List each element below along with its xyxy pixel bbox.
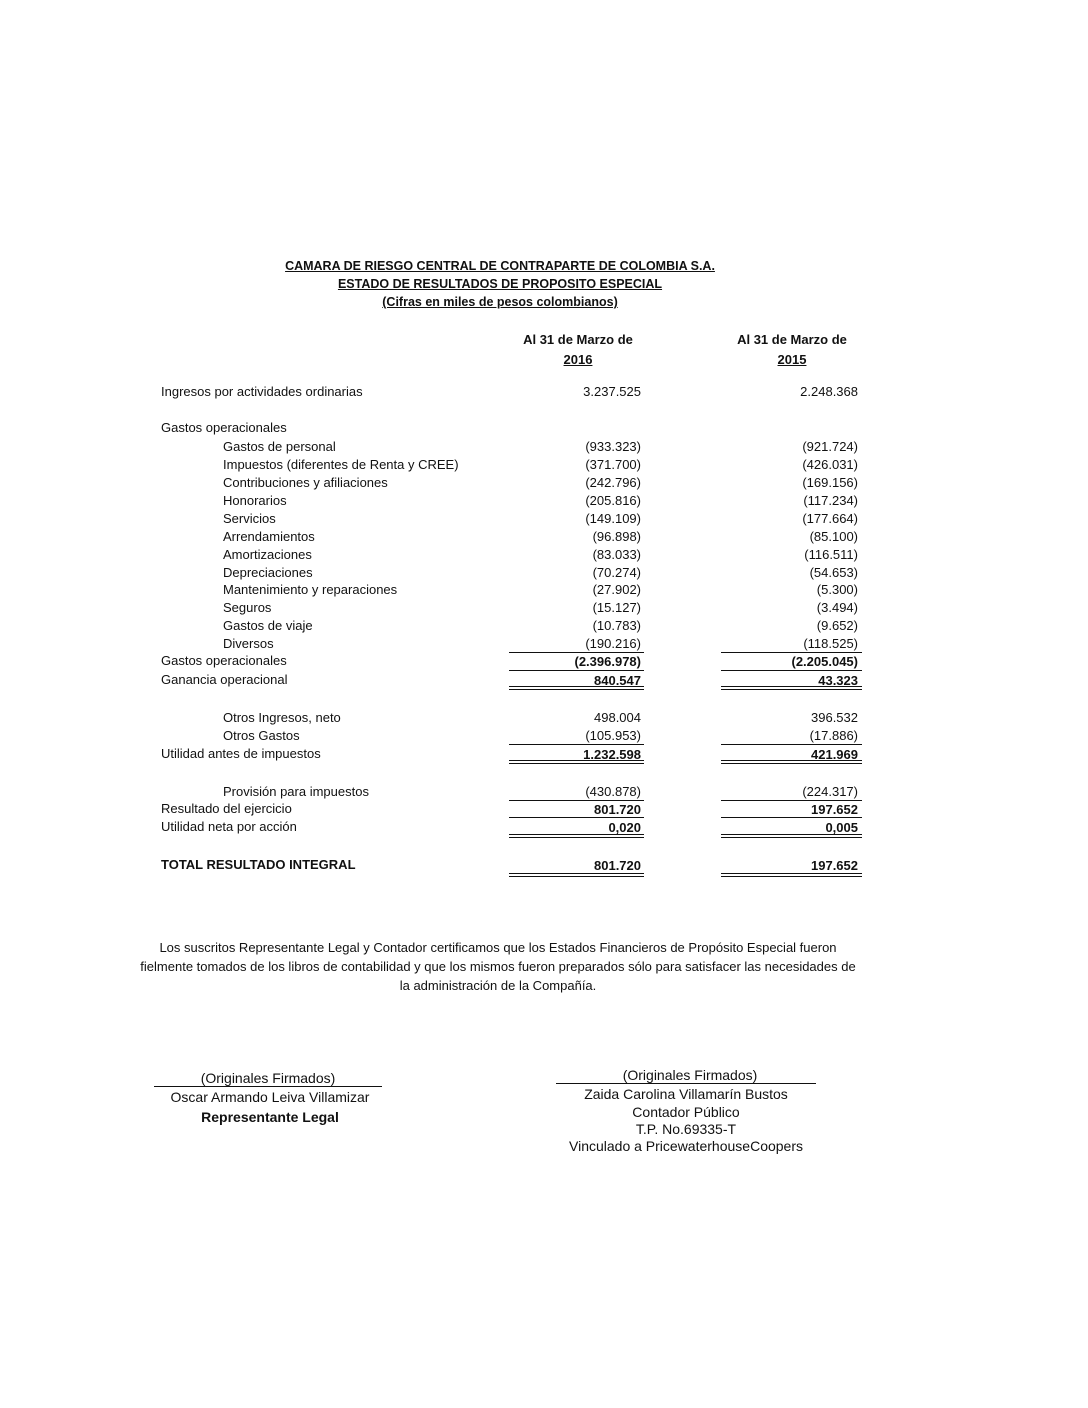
row-label-gasto: Depreciaciones <box>223 565 313 580</box>
value-utilidad-accion-2016: 0,020 <box>608 820 641 835</box>
value-gasto-2016: (242.796) <box>585 475 641 490</box>
signer-license: T.P. No.69335-T <box>635 1121 737 1137</box>
value-gasto-2015: (9.652) <box>816 618 858 633</box>
row-label-gastos-total: Gastos operacionales <box>161 653 287 668</box>
total-double-rule <box>721 686 862 690</box>
row-label-gasto: Honorarios <box>223 493 287 508</box>
value-gasto-2016: (149.109) <box>585 511 641 526</box>
row-label-ingresos: Ingresos por actividades ordinarias <box>161 384 363 399</box>
value-gasto-2016: (83.033) <box>592 547 641 562</box>
row-label-gasto: Gastos de viaje <box>223 618 313 633</box>
value-utilidad-accion-2015: 0,005 <box>825 820 858 835</box>
row-label-gasto: Impuestos (diferentes de Renta y CREE) <box>223 457 459 472</box>
signer-role: Representante Legal <box>201 1109 339 1125</box>
value-provision-2015: (224.317) <box>802 784 858 799</box>
value-ingresos-2015: 2.248.368 <box>800 384 858 399</box>
section-label-gastos: Gastos operacionales <box>161 420 287 435</box>
signature-line <box>154 1086 382 1087</box>
total-double-rule <box>721 873 862 877</box>
row-label-provision: Provisión para impuestos <box>223 784 369 799</box>
row-label-otros-gastos: Otros Gastos <box>223 728 300 743</box>
row-label-utilidad-accion: Utilidad neta por acción <box>161 819 297 834</box>
value-total-2015: 197.652 <box>811 858 858 873</box>
value-utilidad-antes-2016: 1.232.598 <box>583 747 641 762</box>
row-label-gasto: Contribuciones y afiliaciones <box>223 475 388 490</box>
value-gasto-2015: (921.724) <box>802 439 858 454</box>
total-double-rule <box>509 686 644 690</box>
subtotal-rule <box>721 800 862 801</box>
signed-note: (Originales Firmados) <box>622 1067 758 1083</box>
units-note: (Cifras en miles de pesos colombianos) <box>382 295 618 309</box>
row-label-gasto: Seguros <box>223 600 272 615</box>
subtotal-rule <box>721 670 862 671</box>
total-double-rule <box>509 760 644 764</box>
subtotal-rule <box>721 817 862 818</box>
value-otros-ingresos-2016: 498.004 <box>594 710 641 725</box>
row-label-gasto: Mantenimiento y reparaciones <box>223 582 398 597</box>
column-header-label: Al 31 de Marzo de <box>523 332 633 347</box>
signer-name: Zaida Carolina Villamarín Bustos <box>584 1086 788 1102</box>
value-ganancia-2015: 43.323 <box>818 673 858 688</box>
column-header-2015 <box>702 332 882 367</box>
company-name: CAMARA DE RIESGO CENTRAL DE CONTRAPARTE DE COLOMBIA S.A. <box>285 259 715 273</box>
value-gasto-2015: (177.664) <box>802 511 858 526</box>
subtotal-rule <box>509 744 644 745</box>
value-otros-gastos-2016: (105.953) <box>585 728 641 743</box>
row-label-gasto: Servicios <box>223 511 276 526</box>
value-gasto-2015: (118.525) <box>803 636 858 651</box>
value-gasto-2015: (3.494) <box>816 600 858 615</box>
value-gasto-2016: (15.127) <box>592 600 641 615</box>
value-gasto-2016: (190.216) <box>585 636 641 651</box>
value-gasto-2016: (70.274) <box>592 565 641 580</box>
subtotal-rule <box>721 652 862 653</box>
value-gasto-2016: (10.783) <box>592 618 641 633</box>
signer-name: Oscar Armando Leiva Villamizar <box>170 1089 370 1105</box>
total-double-rule <box>721 834 862 838</box>
column-header-year: 2016 <box>563 352 593 367</box>
value-resultado-2015: 197.652 <box>811 802 858 817</box>
subtotal-rule <box>509 817 644 818</box>
value-gasto-2016: (933.323) <box>585 439 641 454</box>
value-gasto-2015: (85.100) <box>809 529 858 544</box>
value-gasto-2015: (54.653) <box>809 565 858 580</box>
signature-line <box>556 1083 816 1084</box>
statement-title: ESTADO DE RESULTADOS DE PROPOSITO ESPECIAL <box>337 277 663 291</box>
signed-note: (Originales Firmados) <box>200 1070 336 1086</box>
subtotal-rule <box>509 670 644 671</box>
value-gasto-2016: (96.898) <box>592 529 641 544</box>
subtotal-rule <box>509 652 644 653</box>
value-provision-2016: (430.878) <box>585 784 641 799</box>
signer-affiliation: Vinculado a PricewaterhouseCoopers <box>569 1138 803 1154</box>
row-label-gasto: Arrendamientos <box>223 529 315 544</box>
subtotal-rule <box>721 744 862 745</box>
value-resultado-2016: 801.720 <box>594 802 641 817</box>
row-label-resultado: Resultado del ejercicio <box>161 801 292 816</box>
row-label-gasto: Amortizaciones <box>223 547 312 562</box>
value-gasto-2015: (426.031) <box>802 457 858 472</box>
row-label-ganancia: Ganancia operacional <box>161 672 288 687</box>
total-double-rule <box>721 760 862 764</box>
row-label-gasto: Diversos <box>223 636 274 651</box>
value-ingresos-2016: 3.237.525 <box>583 384 641 399</box>
value-otros-ingresos-2015: 396.532 <box>811 710 858 725</box>
row-label-total: TOTAL RESULTADO INTEGRAL <box>161 857 356 872</box>
row-label-otros-ingresos: Otros Ingresos, neto <box>223 710 341 725</box>
value-gastos-total-2016: (2.396.978) <box>574 654 641 669</box>
value-gastos-total-2015: (2.205.045) <box>791 654 858 669</box>
value-gasto-2015: (5.300) <box>816 582 858 597</box>
value-gasto-2016: (371.700) <box>585 457 641 472</box>
value-total-2016: 801.720 <box>594 858 641 873</box>
value-gasto-2016: (27.902) <box>592 582 641 597</box>
certification-text: Los suscritos Representante Legal y Contador certificamos que los Estados Financieros de Propósito Especial fueron fielmente tomados de los libros de contabilidad y que los mismos fueron preparados sólo para satisfacer las necesidades de la administración de la Compañía. <box>140 940 856 993</box>
total-double-rule <box>509 834 644 838</box>
total-double-rule <box>509 873 644 877</box>
column-header-year: 2015 <box>777 352 807 367</box>
value-gasto-2015: (169.156) <box>802 475 858 490</box>
row-label-gasto: Gastos de personal <box>223 439 336 454</box>
value-otros-gastos-2015: (17.886) <box>809 728 858 743</box>
column-header-2016 <box>488 332 668 367</box>
value-gasto-2015: (116.511) <box>804 547 858 562</box>
signer-role: Contador Público <box>632 1104 740 1120</box>
value-ganancia-2016: 840.547 <box>594 673 641 688</box>
row-label-utilidad-antes: Utilidad antes de impuestos <box>161 746 321 761</box>
column-header-label: Al 31 de Marzo de <box>737 332 847 347</box>
value-utilidad-antes-2015: 421.969 <box>811 747 858 762</box>
subtotal-rule <box>509 800 644 801</box>
value-gasto-2015: (117.234) <box>803 493 858 508</box>
value-gasto-2016: (205.816) <box>585 493 641 508</box>
